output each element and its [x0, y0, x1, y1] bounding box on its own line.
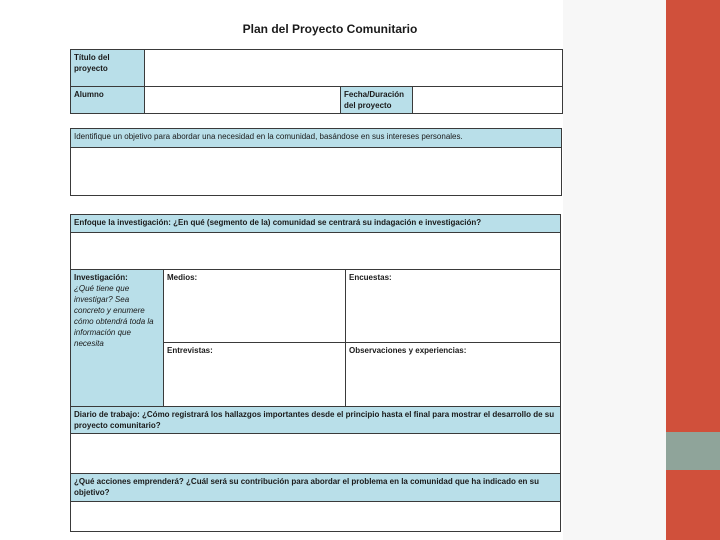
medios-label: Medios: [167, 273, 198, 282]
investigacion-label: Investigación: [74, 273, 128, 282]
enfoque-prompt: Enfoque la investigación: ¿En qué (segmento de la) comunidad se centrará su indagación e investigación? [71, 215, 561, 233]
document-title: Plan del Proyecto Comunitario [242, 22, 418, 36]
main-table [70, 214, 561, 532]
alumno-label: Alumno [71, 87, 145, 114]
investigacion-description: ¿Qué tiene que investigar? Sea concreto y enumere cómo obtendrá toda la información que necesita [74, 284, 154, 348]
acciones-prompt: ¿Qué acciones emprenderá? ¿Cuál será su contribución para abordar el problema en la comunidad que ha indicado en su objetivo? [71, 474, 561, 502]
side-bar-gray [666, 432, 720, 470]
observaciones-label: Observaciones y experiencias: [349, 346, 467, 355]
side-bar-red-bottom [666, 470, 720, 540]
enfoque-field[interactable] [71, 233, 561, 270]
entrevistas-label: Entrevistas: [167, 346, 213, 355]
entrevistas-cell[interactable] [164, 343, 346, 407]
objetivo-field[interactable] [71, 148, 562, 196]
fecha-field[interactable] [413, 87, 563, 114]
encuestas-label: Encuestas: [349, 273, 392, 282]
observaciones-cell[interactable] [346, 343, 561, 407]
side-bar-red-top [666, 0, 720, 432]
objetivo-prompt: Identifique un objetivo para abordar una necesidad en la comunidad, basándose en sus intereses personales. [71, 129, 562, 148]
medios-cell[interactable] [164, 270, 346, 343]
objetivo-table [70, 128, 562, 196]
alumno-field[interactable] [145, 87, 341, 114]
titulo-field[interactable] [145, 50, 563, 87]
page-margin [563, 0, 666, 540]
diario-prompt: Diario de trabajo: ¿Cómo registrará los hallazgos importantes desde el principio hasta el final para mostrar el desarrollo de su proyecto comunitario? [71, 407, 561, 434]
diario-field[interactable] [71, 434, 561, 474]
acciones-field[interactable] [71, 502, 561, 532]
investigacion-label-cell [71, 270, 164, 407]
titulo-label: Título del proyecto [71, 50, 145, 87]
fecha-label: Fecha/Duración del proyecto [341, 87, 413, 114]
header-table [70, 49, 563, 114]
encuestas-cell[interactable] [346, 270, 561, 343]
